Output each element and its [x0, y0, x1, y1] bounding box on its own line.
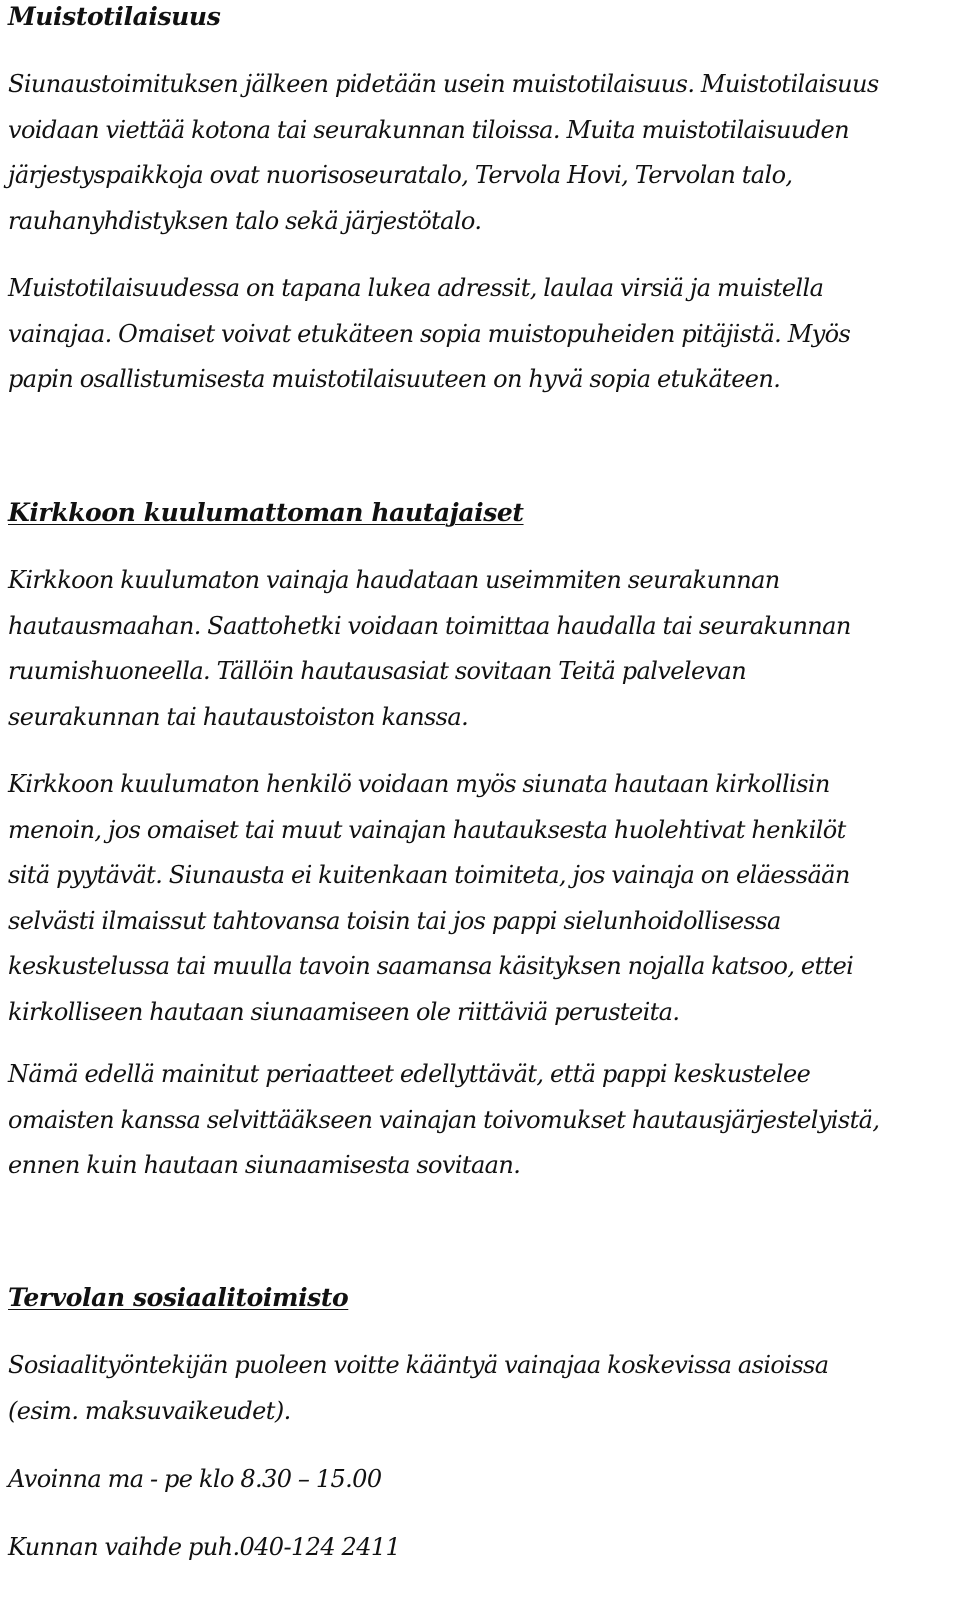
text-line: (esim. maksuvaikeudet).	[8, 1396, 291, 1425]
text-line: vainajaa. Omaiset voivat etukäteen sopia muistopuheiden pitäjistä. Myös	[8, 319, 851, 348]
section-heading-muistotilaisuus: Muistotilaisuus	[8, 2, 221, 31]
text-line: keskustelussa tai muulla tavoin saamansa käsityksen nojalla katsoo, ettei	[8, 952, 854, 981]
text-line: Siunaustoimituksen jälkeen pidetään usein muistotilaisuus. Muistotilaisuus	[8, 70, 879, 98]
text-line: Nämä edellä mainitut periaatteet edellyttävät, että pappi keskustelee	[8, 1060, 811, 1088]
text-line: menoin, jos omaiset tai muut vainajan hautauksesta huolehtivat henkilöt	[8, 815, 846, 844]
text-line: voidaan viettää kotona tai seurakunnan tiloissa. Muita muistotilaisuuden	[8, 115, 849, 144]
text-line: ennen kuin hautaan siunaamisesta sovitaan.	[8, 1151, 521, 1180]
text-line: Sosiaalityöntekijän puoleen voitte kääntyä vainajaa koskevissa asioissa	[8, 1351, 829, 1379]
phone-number	[8, 1525, 948, 1571]
paragraph	[8, 558, 948, 740]
text-line: selvästi ilmaissut tahtovansa toisin tai jos pappi sielunhoidollisessa	[8, 906, 781, 935]
text-line: ruumishuoneella. Tällöin hautausasiat sovitaan Teitä palvelevan	[8, 657, 747, 686]
section-heading-sosiaalitoimisto: Tervolan sosiaalitoimisto	[8, 1283, 349, 1312]
text-line: sitä pyytävät. Siunausta ei kuitenkaan toimiteta, jos vainaja on eläessään	[8, 861, 850, 890]
section-heading-kirkkoon-kuulumattoman: Kirkkoon kuulumattoman hautajaiset	[8, 498, 524, 527]
text-line: omaisten kanssa selvittääkseen vainajan toivomukset hautausjärjestelyistä,	[8, 1105, 880, 1134]
paragraph	[8, 62, 948, 244]
paragraph	[8, 266, 948, 403]
text-line: seurakunnan tai hautaustoiston kanssa.	[8, 702, 469, 731]
text-line: kirkolliseen hautaan siunaamiseen ole riittäviä perusteita.	[8, 997, 680, 1026]
text-line: hautausmaahan. Saattohetki voidaan toimittaa haudalla tai seurakunnan	[8, 611, 851, 640]
text-line: Kirkkoon kuulumaton vainaja haudataan useimmiten seurakunnan	[8, 566, 780, 594]
text-line: Kirkkoon kuulumaton henkilö voidaan myös siunata hautaan kirkollisin	[8, 770, 830, 798]
text-line: rauhanyhdistyksen talo sekä järjestötalo.	[8, 206, 482, 235]
opening-hours	[8, 1457, 948, 1503]
text-line: papin osallistumisesta muistotilaisuuteen on hyvä sopia etukäteen.	[8, 365, 781, 394]
paragraph	[8, 762, 948, 1036]
text-line: järjestyspaikkoja ovat nuorisoseuratalo, Tervola Hovi, Tervolan talo,	[8, 161, 793, 190]
text-line: Muistotilaisuudessa on tapana lukea adressit, laulaa virsiä ja muistella	[8, 274, 824, 302]
text-line: Avoinna ma - pe klo 8.30 – 15.00	[8, 1465, 382, 1493]
paragraph	[8, 1343, 948, 1434]
text-line: Kunnan vaihde puh.040-124 2411	[8, 1533, 401, 1561]
paragraph	[8, 1052, 948, 1189]
